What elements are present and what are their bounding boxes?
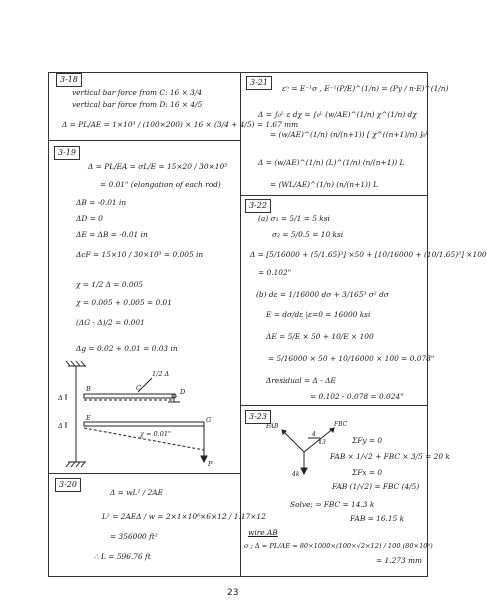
- line-319-7: χ = 1/2 Δ = 0.005: [76, 280, 143, 289]
- line-322-10: = 0.102 - 0.078 = 0.024": [310, 392, 404, 401]
- line-320-2: L² = 2AEΔ / w = 2×1×10⁶×6×12 / 1.17×12: [102, 512, 266, 521]
- line-322-9: Δresidual = Δ - ΔE: [266, 376, 336, 385]
- line-319-3: ΔB = -0.01 in: [76, 198, 127, 207]
- fig-label-half-delta: 1/2 Δ: [152, 370, 170, 378]
- line-321-1: εⁿ = E⁻¹σ , E⁻¹(P/E)^(1/n) = (Py / n·E)^(1/n): [282, 84, 449, 93]
- line-322-4: = 0.102": [258, 268, 292, 277]
- line-319-4: ΔD = 0: [76, 214, 103, 223]
- fd-label-fab: FAB: [266, 423, 279, 430]
- line-321-3: = (w/AE)^(1/n) (n/(n+1)) [ χ^((n+1)/n) ]₀ᴸ: [270, 130, 429, 139]
- line-322-7: ΔE = 5/E × 50 + 10/E × 100: [266, 332, 374, 341]
- line-319-2: = 0.01" (elongation of each rod): [100, 180, 221, 189]
- line-319-5: ΔE = ΔB = -0.01 in: [76, 230, 148, 239]
- line-319-9: (ΔG - Δ)/2 = 0.001: [76, 318, 145, 327]
- fd-label-4: 4: [312, 431, 316, 438]
- line-320-4: ∴ L = 596.76 ft: [94, 552, 151, 561]
- line-319-8: χ = 0.005 + 0.005 = 0.01: [76, 298, 172, 307]
- line-322-6: E = dσ/dε |ε=0 = 16000 ksi: [266, 310, 371, 319]
- divider-321-322: [240, 195, 428, 196]
- fd-label-3: 3: [322, 439, 326, 446]
- line-322-2: σ₂ = 5/0.5 = 10 ksi: [272, 230, 344, 239]
- line-321-2: Δ = ∫₀ᴸ ε dχ = ∫₀ᴸ (w/AE)^(1/n) χ^(1/n) dχ: [258, 110, 417, 119]
- divider-322-323: [240, 405, 428, 406]
- line-322-5: (b) dε = 1/16000 dσ + 3/165³ σ² dσ: [256, 290, 389, 299]
- fig-label-delta-2: Δ: [58, 422, 63, 430]
- line-322-8: = 5/16000 × 50 + 10/16000 × 100 = 0.078": [268, 354, 435, 363]
- divider-318-319: [48, 140, 240, 141]
- line-323-6: FAB = 16.15 k: [350, 514, 405, 523]
- line-323-3: ΣFx = 0: [352, 468, 383, 477]
- fig-label-c: C: [136, 384, 141, 392]
- line-322-3: Δ = [5/16000 + (5/1.65)³] ×50 + [10/16000 + (10/1.65)³] ×100: [250, 250, 487, 259]
- line-322-1: (a) σ₁ = 5/1 = 5 ksi: [258, 214, 330, 223]
- fig-label-b: B: [86, 385, 91, 393]
- line-320-1: Δ = wL² / 2AE: [110, 488, 164, 497]
- problem-label-3-21: 3-21: [246, 76, 272, 90]
- fig-label-g: G: [206, 416, 212, 424]
- divider-319-320: [48, 473, 240, 474]
- force-diagram: [248, 418, 348, 480]
- fig-label-e: E: [86, 414, 91, 422]
- line-320-3: = 356000 ft²: [110, 532, 158, 541]
- line-319-6: ΔcF = 15×10 / 30×10³ = 0.005 in: [76, 250, 204, 259]
- problem-label-3-22: 3-22: [245, 199, 271, 213]
- line-323-4: FAB (1/√2) = FBC (4/5): [332, 482, 420, 491]
- fig-label-chi: χ = 0.01": [140, 430, 171, 438]
- problem-label-3-19: 3-19: [54, 146, 80, 160]
- line-323-2: FAB × 1/√2 + FBC × 3/5 = 20 k: [330, 452, 450, 461]
- line-323-9: = 1.273 mm: [376, 556, 423, 565]
- fig-label-delta-1: Δ: [58, 394, 63, 402]
- fd-label-fbc: FBC: [334, 421, 348, 428]
- problem-label-3-20: 3-20: [55, 478, 81, 492]
- line-319-10: Δg = 0.02 + 0.01 = 0.03 in: [76, 344, 178, 353]
- column-divider: [240, 72, 241, 577]
- line-321-4: Δ = (w/AE)^(1/n) (L)^(1/n) (n/(n+1)) L: [258, 158, 405, 167]
- page-number: 23: [227, 588, 239, 598]
- line-318-1: vertical bar force from C: 16 × 3/4: [72, 88, 203, 97]
- problem-label-3-18: 3-18: [56, 73, 82, 87]
- line-323-5: Solve: ⇒ FBC = 14.3 k: [290, 500, 375, 509]
- rigid-bar-figure: [56, 360, 236, 470]
- line-318-3: Δ = PL/AE = 1×10³ / (100×200) × 16 × (3/4 + 4/5) = 1.67 mm: [62, 120, 299, 129]
- line-323-1: ΣFy = 0: [352, 436, 383, 445]
- line-323-7: wire AB: [248, 528, 278, 537]
- line-319-1: Δ = PL/EA = σL/E = 15×20 / 30×10³: [88, 162, 228, 171]
- line-321-5: = (WL/AE)^(1/n) (n/(n+1)) L: [270, 180, 378, 189]
- fd-label-4k: 4k: [292, 471, 300, 478]
- problem-label-3-23: 3-23: [245, 410, 271, 424]
- line-318-2: vertical bar force from D: 16 × 4/5: [72, 100, 203, 109]
- fig-label-p: P: [208, 460, 213, 468]
- fig-label-d: D: [180, 388, 186, 396]
- line-323-8: σ ; Δ = PL/AE = 80×1000×(100×√2×12) / 100 (80×10⁶): [244, 542, 433, 550]
